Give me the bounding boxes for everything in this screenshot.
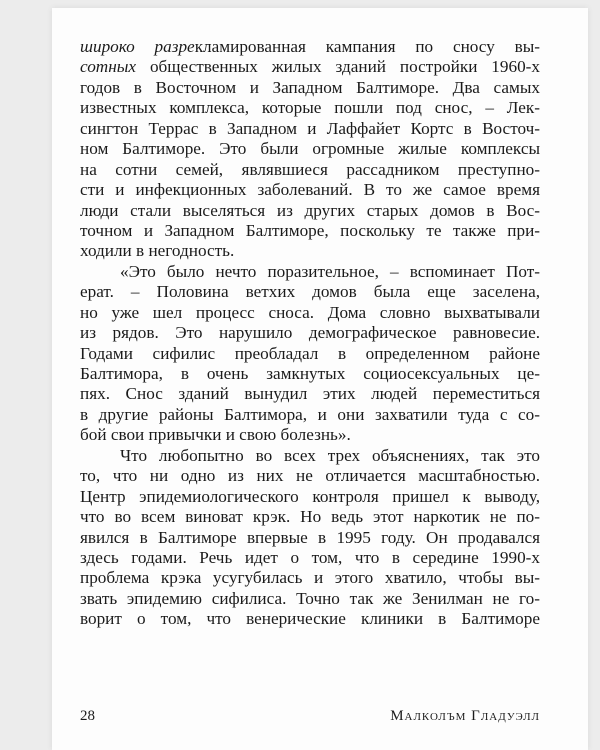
text-line: на сотни семей, являвшиеся рассадником преступно-	[80, 159, 540, 179]
italic-fragment: широко разре	[80, 37, 195, 56]
text-line: «Это было нечто поразительное, – вспоминает Пот-	[120, 261, 540, 281]
text-line: широко разрекламированная кампания по сносу вы-	[80, 37, 540, 56]
text-line: проблема крэка усугубилась и этого хватило, чтобы вы-	[80, 568, 540, 588]
text-line: что во всем виноват крэк. Но ведь этот наркотик не по-	[80, 507, 540, 527]
text-line: ном Балтиморе. Это были огромные жилые комплексы	[80, 139, 540, 159]
text-line: Что любопытно во всех трех объяснениях, так это	[120, 445, 540, 465]
text-line: в другие районы Балтимора, и они захватили туда с со-	[80, 404, 540, 424]
text-line: Годами сифилис преобладал в определенном районе	[80, 343, 540, 363]
text-line: годов в Восточном и Западном Балтиморе. Два самых	[80, 77, 540, 97]
text-line: звать эпидемию сифилиса. Точно так же Зенилман не го-	[80, 588, 540, 608]
text-line: ерат. – Половина ветхих домов была еще заселена,	[80, 282, 540, 302]
text-line: но уже шел процесс сноса. Дома словно выхватывали	[80, 302, 540, 322]
text-line: Центр эпидемиологического контроля пришел к выводу,	[80, 486, 540, 506]
text-line: пях. Снос зданий вынудил этих людей переместиться	[80, 384, 540, 404]
text-line: известных комплекса, которые пошли под снос, – Лек-	[80, 98, 540, 118]
text-line: бой свои привычки и свою болезнь».	[80, 425, 351, 445]
running-footer-author: Малколъм Гладуэлл	[390, 708, 540, 724]
text-line: сингтон Террас в Западном и Лаффайет Кортс в Восточ-	[80, 118, 540, 138]
body-text	[80, 37, 540, 630]
text-line: здесь годами. Речь идет о том, что в середине 1990-х	[80, 547, 540, 567]
page-number: 28	[80, 708, 95, 724]
text-line: сотных общественных жилых зданий постройки 1960-х	[80, 57, 540, 77]
text-line: ходили в негодность.	[80, 241, 235, 261]
text-line: Балтимора, в очень замкнутых социосексуальных це-	[80, 364, 540, 383]
page-footer	[80, 708, 540, 725]
italic-fragment: сотных	[80, 57, 137, 77]
text-line: из рядов. Это нарушило демографическое равновесие.	[80, 323, 540, 343]
text-line: то, что ни одно из них не отличается масштабностью.	[80, 466, 540, 486]
text-line: ворит о том, что венерические клиники в Балтиморе	[80, 609, 540, 629]
text-line: явился в Балтиморе впервые в 1995 году. Он продавался	[80, 527, 540, 547]
text-line: точном и Западном Балтиморе, поскольку те также при-	[80, 220, 540, 240]
text-line: сти и инфекционных заболеваний. В то же самое время	[80, 180, 540, 200]
text-line: люди стали выселяться из других старых домов в Вос-	[80, 200, 540, 220]
